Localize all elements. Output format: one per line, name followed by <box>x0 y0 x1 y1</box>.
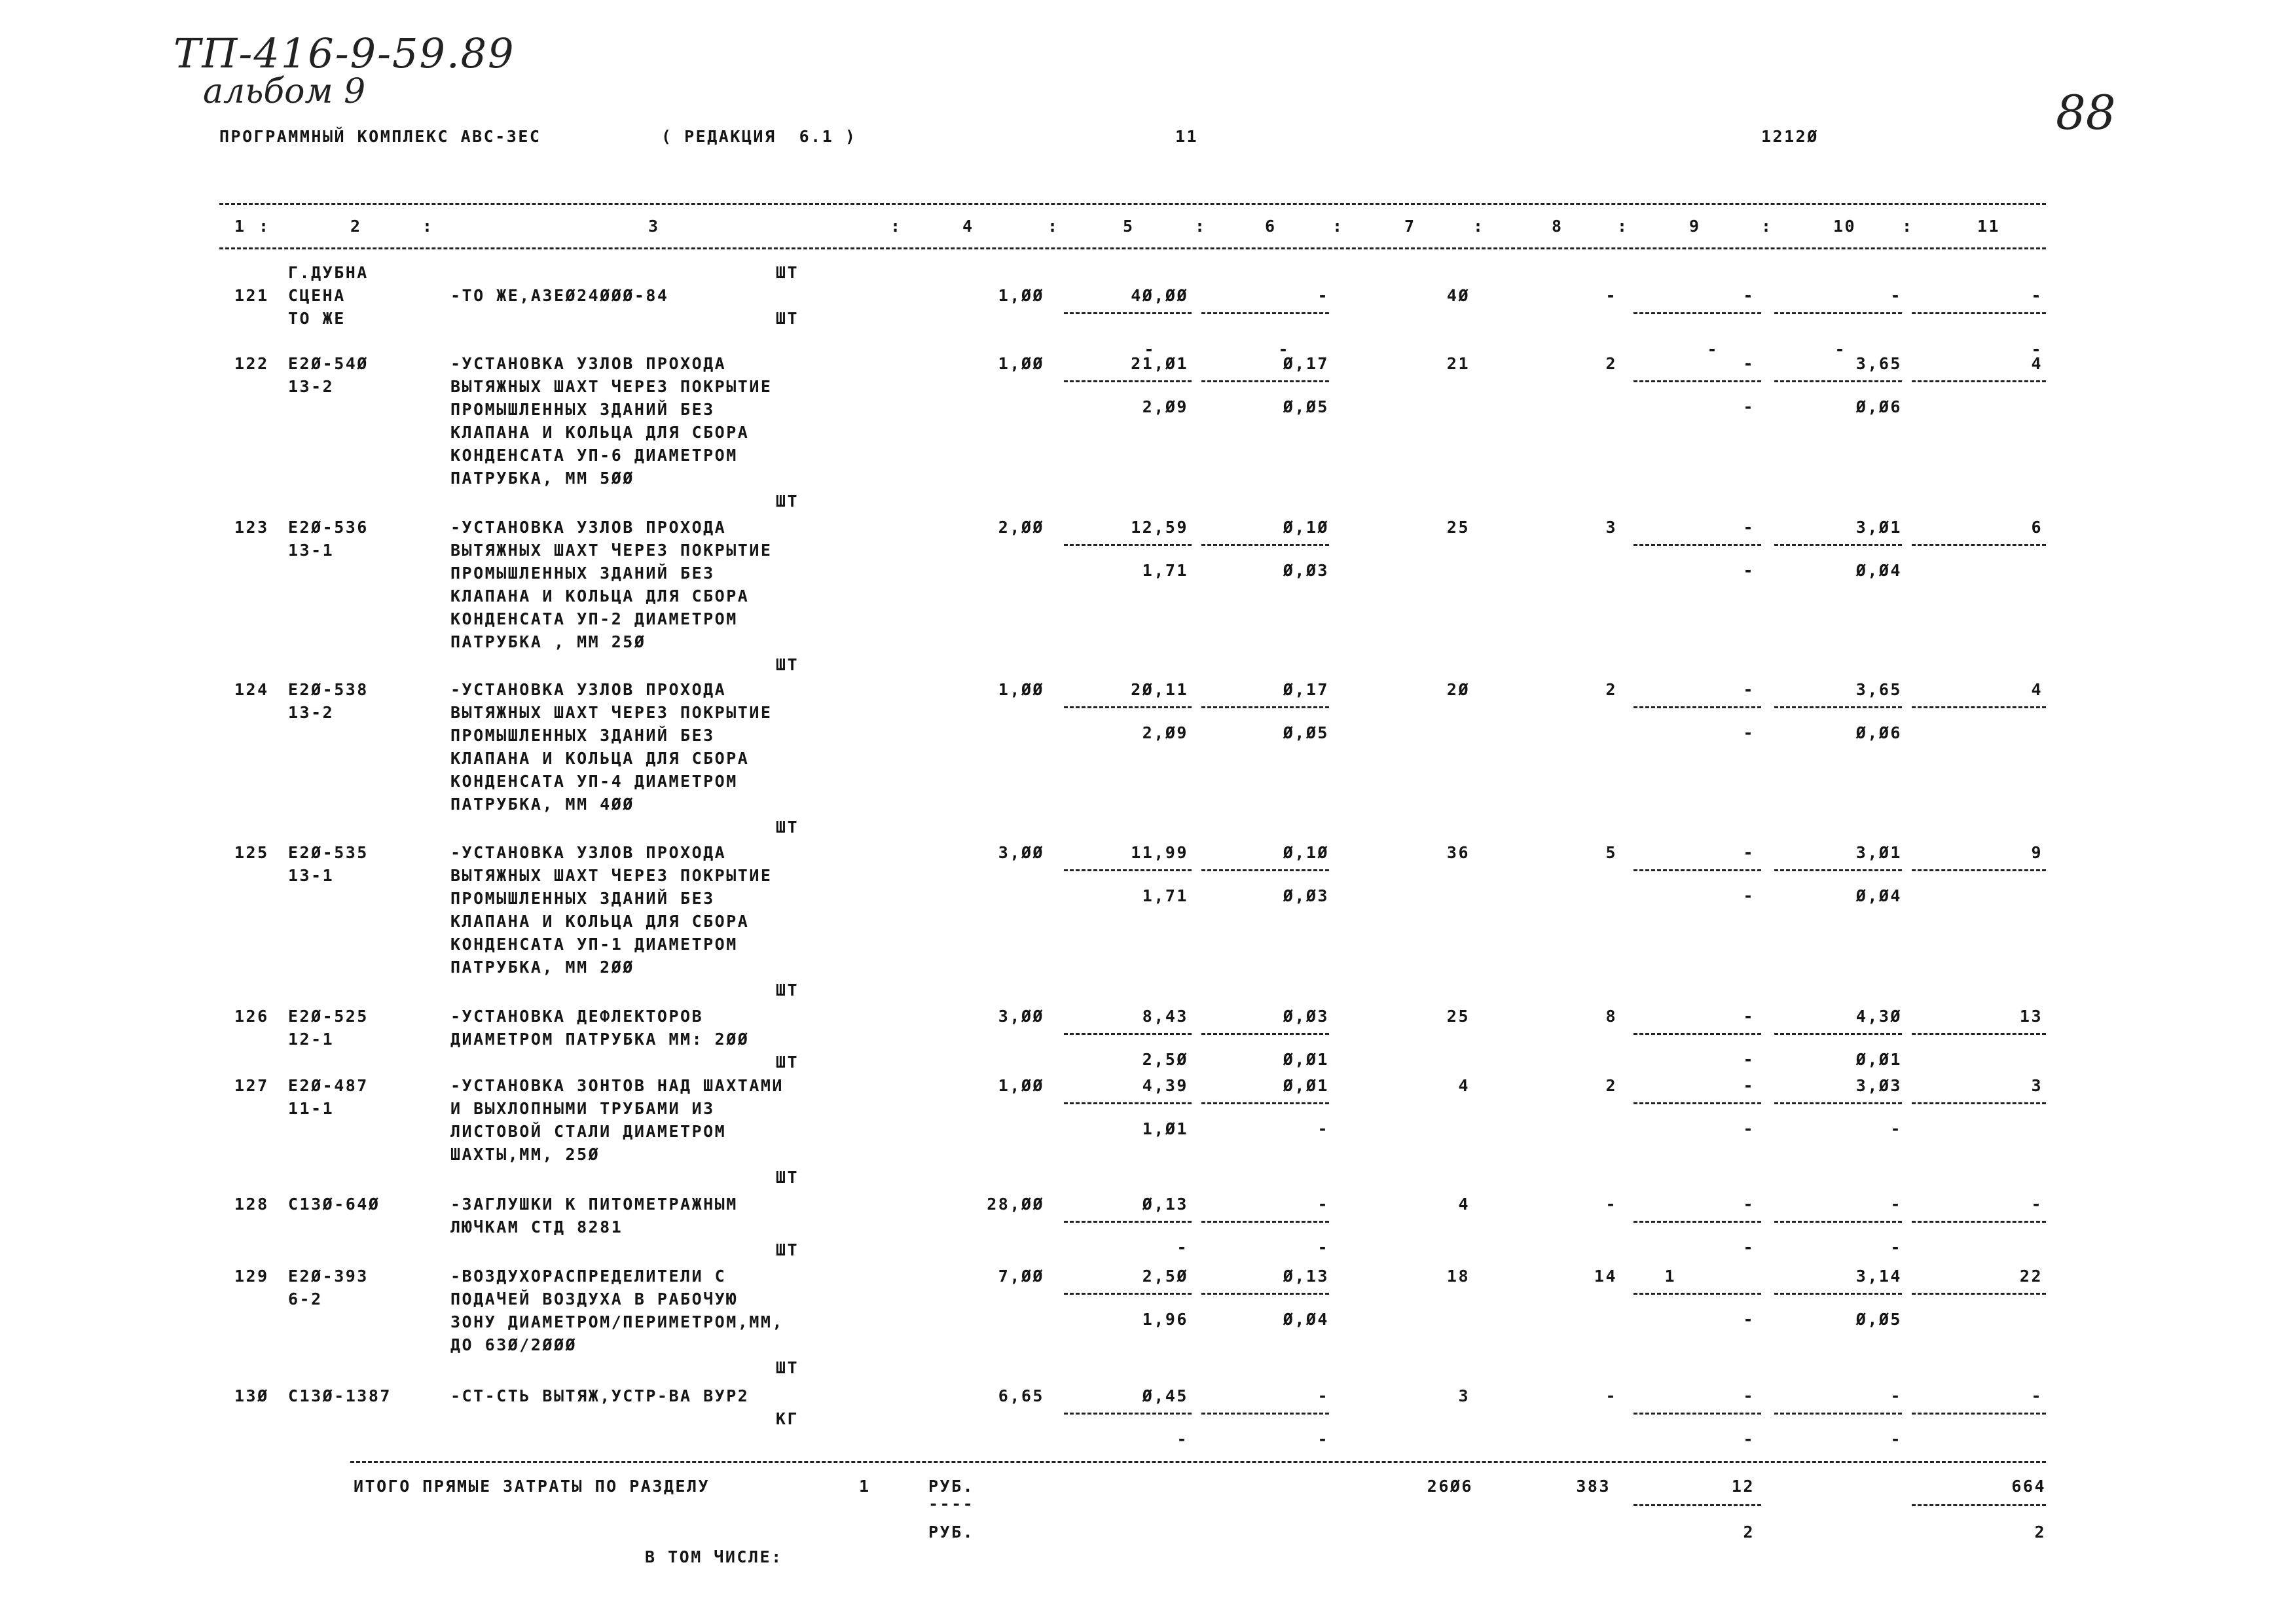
row-col9-b: - <box>1743 1430 1755 1449</box>
row-rule <box>1633 1221 1761 1223</box>
row-rule <box>1633 1413 1761 1415</box>
row-description: И ВЫХЛОПНЫМИ ТРУБАМИ ИЗ <box>450 1099 715 1118</box>
row-col10-a: - <box>1890 1195 1902 1214</box>
row-rule <box>1633 544 1761 546</box>
row-number: 128 <box>234 1195 269 1214</box>
row-col10-b: Ø,Ø4 <box>1855 561 1902 580</box>
row-col8: 2 <box>1605 1076 1617 1095</box>
row-col9-a: - <box>1743 1386 1755 1405</box>
row-rule <box>1633 1102 1761 1104</box>
row-col5-a: 21,Ø1 <box>1131 354 1188 373</box>
row-rule <box>1912 380 2046 382</box>
row-description: ЗОНУ ДИАМЕТРОМ/ПЕРИМЕТРОМ,ММ, <box>450 1312 784 1331</box>
row-rule <box>1912 1221 2046 1223</box>
row-quantity: 3,ØØ <box>998 843 1044 862</box>
row-col5-b: 1,71 <box>1142 561 1188 580</box>
row-unit: ШТ <box>775 1168 799 1187</box>
row-col10-a: 3,Ø1 <box>1855 518 1902 537</box>
row-code: 12-1 <box>288 1030 335 1049</box>
row-unit: ШТ <box>775 655 799 674</box>
column-separator: : <box>1902 217 1914 236</box>
row-quantity: 3,ØØ <box>998 1007 1044 1026</box>
row-extra-dash: - <box>1144 340 1156 359</box>
row-col5-a: 2,5Ø <box>1142 1267 1188 1286</box>
row-col5-a: Ø,13 <box>1142 1195 1188 1214</box>
row-unit: ШТ <box>775 981 799 1000</box>
row-col5-b: 1,Ø1 <box>1142 1119 1188 1138</box>
column-header-10: 10 <box>1833 217 1857 236</box>
row-rule <box>1774 706 1902 708</box>
row-col6-a: - <box>1317 286 1329 305</box>
row-col5-a: Ø,45 <box>1142 1386 1188 1405</box>
row-col9-a: - <box>1743 843 1755 862</box>
row-description: ПАТРУБКА, ММ 4ØØ <box>450 795 634 814</box>
row-rule <box>1201 1102 1329 1104</box>
row-description: ЛЮЧКАМ СТД 8281 <box>450 1218 623 1236</box>
row-col10-a: - <box>1890 286 1902 305</box>
row-unit: ШТ <box>775 263 799 282</box>
row-description: КЛАПАНА И КОЛЬЦА ДЛЯ СБОРА <box>450 912 750 931</box>
column-header-4: 4 <box>962 217 974 236</box>
row-col10-b: Ø,Ø5 <box>1855 1310 1902 1329</box>
row-rule <box>1064 380 1192 382</box>
row-rule <box>1633 869 1761 871</box>
row-rule <box>1774 869 1902 871</box>
row-col9-b: - <box>1743 1238 1755 1257</box>
row-rule <box>1201 1033 1329 1035</box>
row-rule <box>1064 544 1192 546</box>
totals-col9-a: 12 <box>1731 1477 1755 1496</box>
row-col6-b: Ø,Ø4 <box>1283 1310 1329 1329</box>
header-code: 11 <box>1175 127 1199 146</box>
row-col6-a: Ø,Ø1 <box>1283 1076 1329 1095</box>
row-col6-b: - <box>1317 1238 1329 1257</box>
row-description: ПРОМЫШЛЕННЫХ ЗДАНИЙ БЕЗ <box>450 889 715 908</box>
row-code: С13Ø-64Ø <box>288 1195 380 1214</box>
header-rule-top <box>219 203 2046 205</box>
row-col10-b: - <box>1890 1430 1902 1449</box>
row-quantity: 1,ØØ <box>998 680 1044 699</box>
row-quantity: 7,ØØ <box>998 1267 1044 1286</box>
row-rule <box>1774 1413 1902 1415</box>
row-col9-b: - <box>1743 886 1755 905</box>
column-header-9: 9 <box>1689 217 1701 236</box>
column-header-5: 5 <box>1123 217 1135 236</box>
row-col7: 25 <box>1446 1007 1470 1026</box>
row-code: 6-2 <box>288 1290 323 1308</box>
column-header-3: 3 <box>648 217 660 236</box>
row-code: Е2Ø-393 <box>288 1267 369 1286</box>
row-col9-a: - <box>1743 1007 1755 1026</box>
column-header-7: 7 <box>1404 217 1416 236</box>
row-col7: 2Ø <box>1446 680 1470 699</box>
row-col9-b: - <box>1743 397 1755 416</box>
row-rule <box>1633 1293 1761 1295</box>
row-code: СЦЕНА <box>288 286 346 305</box>
totals-col7: 26Ø6 <box>1427 1477 1473 1496</box>
row-rule <box>1201 1293 1329 1295</box>
row-rule <box>1201 1221 1329 1223</box>
row-col10-a: 3,14 <box>1855 1267 1902 1286</box>
totals-currency-1: РУБ. <box>928 1477 975 1496</box>
row-description: -УСТАНОВКА ЗОНТОВ НАД ШАХТАМИ <box>450 1076 784 1095</box>
row-number: 123 <box>234 518 269 537</box>
row-rule <box>1064 1221 1192 1223</box>
row-col9-a: - <box>1743 1076 1755 1095</box>
row-col6-a: Ø,Ø3 <box>1283 1007 1329 1026</box>
row-col5-a: 4Ø,ØØ <box>1131 286 1188 305</box>
row-code: 13-1 <box>288 541 335 560</box>
row-description: КОНДЕНСАТА УП-1 ДИАМЕТРОМ <box>450 935 738 954</box>
totals-col9-b: 2 <box>1743 1523 1755 1542</box>
row-col5-b: 2,Ø9 <box>1142 397 1188 416</box>
row-extra-dash: - <box>1707 340 1719 359</box>
row-code: ТО ЖЕ <box>288 309 346 328</box>
row-col6-b: - <box>1317 1430 1329 1449</box>
row-number: 127 <box>234 1076 269 1095</box>
row-quantity: 6,65 <box>998 1386 1044 1405</box>
row-col8: 2 <box>1605 680 1617 699</box>
totals-label: ИТОГО ПРЯМЫЕ ЗАТРАТЫ ПО РАЗДЕЛУ <box>354 1477 710 1496</box>
row-rule <box>1201 869 1329 871</box>
column-header-1: 1 <box>234 217 246 236</box>
row-number: 122 <box>234 354 269 373</box>
row-col10-b: Ø,Ø4 <box>1855 886 1902 905</box>
row-rule <box>1912 869 2046 871</box>
row-code: 13-2 <box>288 377 335 396</box>
row-col5-a: 8,43 <box>1142 1007 1188 1026</box>
row-rule <box>1912 1293 2046 1295</box>
row-description: КЛАПАНА И КОЛЬЦА ДЛЯ СБОРА <box>450 423 750 442</box>
row-rule <box>1064 1293 1192 1295</box>
row-col11: - <box>2031 286 2043 305</box>
row-col8: 8 <box>1605 1007 1617 1026</box>
totals-col11-rule <box>1912 1504 2046 1506</box>
row-col9-a: - <box>1743 1195 1755 1214</box>
row-description: ДО 63Ø/2ØØØ <box>450 1335 577 1354</box>
row-col8: 3 <box>1605 518 1617 537</box>
row-col11: 13 <box>2019 1007 2043 1026</box>
row-description: ДИАМЕТРОМ ПАТРУБКА ММ: 2ØØ <box>450 1030 750 1049</box>
row-col10-b: Ø,Ø6 <box>1855 723 1902 742</box>
row-rule <box>1201 380 1329 382</box>
row-rule <box>1633 706 1761 708</box>
row-rule <box>1912 706 2046 708</box>
row-number: 129 <box>234 1267 269 1286</box>
row-col6-b: Ø,Ø5 <box>1283 397 1329 416</box>
totals-footer: В ТОМ ЧИСЛЕ: <box>645 1547 783 1566</box>
row-quantity: 2,ØØ <box>998 518 1044 537</box>
row-rule <box>1064 706 1192 708</box>
row-col8: 2 <box>1605 354 1617 373</box>
row-col7: 4Ø <box>1446 286 1470 305</box>
row-rule <box>1633 1033 1761 1035</box>
row-col10-b: - <box>1890 1238 1902 1257</box>
row-rule <box>1774 312 1902 314</box>
row-col9-a: - <box>1743 286 1755 305</box>
row-rule <box>1064 1102 1192 1104</box>
row-rule <box>1064 869 1192 871</box>
row-extra-dash: - <box>1834 340 1846 359</box>
row-col11: 22 <box>2019 1267 2043 1286</box>
row-col6-a: - <box>1317 1386 1329 1405</box>
row-rule <box>1774 1033 1902 1035</box>
row-number: 124 <box>234 680 269 699</box>
row-extra-dash: - <box>1278 340 1290 359</box>
row-col5-a: 2Ø,11 <box>1131 680 1188 699</box>
column-separator: : <box>1761 217 1773 236</box>
row-description: ПРОМЫШЛЕННЫХ ЗДАНИЙ БЕЗ <box>450 400 715 419</box>
row-col5-a: 11,99 <box>1131 843 1188 862</box>
column-header-2: 2 <box>350 217 362 236</box>
row-unit: ШТ <box>775 818 799 837</box>
totals-col9-rule <box>1633 1504 1761 1506</box>
row-col11: 3 <box>2031 1076 2043 1095</box>
row-col5-b: - <box>1177 1238 1188 1257</box>
row-col7: 18 <box>1446 1267 1470 1286</box>
row-col10-a: - <box>1890 1386 1902 1405</box>
row-description: КЛАПАНА И КОЛЬЦА ДЛЯ СБОРА <box>450 749 750 768</box>
row-description: -УСТАНОВКА УЗЛОВ ПРОХОДА <box>450 354 727 373</box>
row-code: Е2Ø-535 <box>288 843 369 862</box>
row-col7: 4 <box>1458 1195 1470 1214</box>
row-col10-b: Ø,Ø1 <box>1855 1050 1902 1069</box>
row-number: 125 <box>234 843 269 862</box>
row-col9-a: - <box>1743 680 1755 699</box>
row-col7: 21 <box>1446 354 1470 373</box>
row-code: 13-1 <box>288 866 335 885</box>
row-unit: ШТ <box>775 309 799 328</box>
row-code: 13-2 <box>288 703 335 722</box>
column-header-6: 6 <box>1265 217 1277 236</box>
row-description: ПОДАЧЕЙ ВОЗДУХА В РАБОЧУЮ <box>450 1290 738 1308</box>
row-col11: 9 <box>2031 843 2043 862</box>
row-description: КОНДЕНСАТА УП-4 ДИАМЕТРОМ <box>450 772 738 791</box>
row-rule <box>1633 312 1761 314</box>
totals-currency-2: РУБ. <box>928 1523 975 1542</box>
row-rule <box>1774 1221 1902 1223</box>
column-separator: : <box>1332 217 1344 236</box>
row-col9-a: - <box>1743 354 1755 373</box>
row-col9-b: - <box>1743 1310 1755 1329</box>
row-rule <box>1912 544 2046 546</box>
row-description: КОНДЕНСАТА УП-6 ДИАМЕТРОМ <box>450 446 738 465</box>
row-col5-b: 1,96 <box>1142 1310 1188 1329</box>
row-col8: - <box>1605 1386 1617 1405</box>
row-col11: 6 <box>2031 518 2043 537</box>
row-unit: ШТ <box>775 1053 799 1072</box>
row-col5-b: - <box>1177 1430 1188 1449</box>
row-rule <box>1912 1413 2046 1415</box>
row-description: КЛАПАНА И КОЛЬЦА ДЛЯ СБОРА <box>450 586 750 605</box>
row-rule <box>1064 1413 1192 1415</box>
row-col7: 36 <box>1446 843 1470 862</box>
row-col6-b: Ø,Ø5 <box>1283 723 1329 742</box>
row-col6-b: Ø,Ø3 <box>1283 561 1329 580</box>
row-col11: 4 <box>2031 680 2043 699</box>
row-code: С13Ø-1387 <box>288 1386 392 1405</box>
row-rule <box>1201 544 1329 546</box>
column-separator: : <box>259 217 270 236</box>
row-col6-a: Ø,1Ø <box>1283 843 1329 862</box>
row-col5-b: 1,71 <box>1142 886 1188 905</box>
row-rule <box>1774 1293 1902 1295</box>
row-description: -ВОЗДУХОРАСПРЕДЕЛИТЕЛИ С <box>450 1267 727 1286</box>
column-header-11: 11 <box>1977 217 2001 236</box>
row-description: ПРОМЫШЛЕННЫХ ЗДАНИЙ БЕЗ <box>450 564 715 583</box>
column-separator: : <box>1195 217 1207 236</box>
row-description: ВЫТЯЖНЫХ ШАХТ ЧЕРЕЗ ПОКРЫТИЕ <box>450 703 773 722</box>
column-separator: : <box>890 217 902 236</box>
row-code: Е2Ø-536 <box>288 518 369 537</box>
row-description: ЛИСТОВОЙ СТАЛИ ДИАМЕТРОМ <box>450 1122 727 1141</box>
row-rule <box>1912 312 2046 314</box>
row-col11: 4 <box>2031 354 2043 373</box>
row-description: -УСТАНОВКА УЗЛОВ ПРОХОДА <box>450 518 727 537</box>
column-header-8: 8 <box>1552 217 1563 236</box>
row-code: Е2Ø-525 <box>288 1007 369 1026</box>
row-col6-a: Ø,17 <box>1283 354 1329 373</box>
totals-col8: 383 <box>1576 1477 1611 1496</box>
row-col10-a: 4,3Ø <box>1855 1007 1902 1026</box>
totals-currency-sep: ---- <box>928 1494 975 1513</box>
row-description: -СТ-СТЬ ВЫТЯЖ,УСТР-ВА ВУР2 <box>450 1386 750 1405</box>
row-quantity: 1,ØØ <box>998 1076 1044 1095</box>
row-col10-a: 3,Ø1 <box>1855 843 1902 862</box>
row-rule <box>1912 1102 2046 1104</box>
row-col11: - <box>2031 1195 2043 1214</box>
row-description: КОНДЕНСАТА УП-2 ДИАМЕТРОМ <box>450 609 738 628</box>
row-description: -ТО ЖЕ,АЗЕØ24ØØØ-84 <box>450 286 669 305</box>
row-rule <box>1633 380 1761 382</box>
row-col5-b: 2,Ø9 <box>1142 723 1188 742</box>
document-number: 1212Ø <box>1761 127 1819 146</box>
row-col10-b: - <box>1890 1119 1902 1138</box>
header-rule-bottom <box>219 247 2046 249</box>
row-number: 121 <box>234 286 269 305</box>
row-col10-a: 3,65 <box>1855 354 1902 373</box>
row-code: Е2Ø-487 <box>288 1076 369 1095</box>
totals-rule <box>350 1461 2046 1463</box>
row-rule <box>1774 544 1902 546</box>
edition-label: ( РЕДАКЦИЯ 6.1 ) <box>661 127 857 146</box>
row-unit: КГ <box>775 1409 799 1428</box>
row-description: ПАТРУБКА, ММ 5ØØ <box>450 469 634 488</box>
column-separator: : <box>1617 217 1629 236</box>
row-quantity: 28,ØØ <box>987 1195 1044 1214</box>
row-col7: 4 <box>1458 1076 1470 1095</box>
row-code: Е2Ø-54Ø <box>288 354 369 373</box>
row-rule <box>1064 312 1192 314</box>
column-separator: : <box>1048 217 1059 236</box>
column-separator: : <box>422 217 434 236</box>
row-quantity: 1,ØØ <box>998 354 1044 373</box>
row-col5-b: 2,5Ø <box>1142 1050 1188 1069</box>
row-quantity: 1,ØØ <box>998 286 1044 305</box>
row-code: Г.ДУБНА <box>288 263 369 282</box>
row-unit: ШТ <box>775 492 799 511</box>
row-rule <box>1201 312 1329 314</box>
row-description: ПАТРУБКА , ММ 25Ø <box>450 632 646 651</box>
row-col9-b: - <box>1743 723 1755 742</box>
row-col9-b: - <box>1743 1119 1755 1138</box>
row-unit: ШТ <box>775 1358 799 1377</box>
row-code: Е2Ø-538 <box>288 680 369 699</box>
row-col10-b: Ø,Ø6 <box>1855 397 1902 416</box>
row-col11: - <box>2031 1386 2043 1405</box>
album-label-handwritten: альбом 9 <box>203 72 366 111</box>
row-col8: 5 <box>1605 843 1617 862</box>
row-rule <box>1774 380 1902 382</box>
row-description: ВЫТЯЖНЫХ ШАХТ ЧЕРЕЗ ПОКРЫТИЕ <box>450 541 773 560</box>
row-col10-a: 3,65 <box>1855 680 1902 699</box>
row-col8: 14 <box>1594 1267 1617 1286</box>
row-rule <box>1064 1033 1192 1035</box>
row-description: ВЫТЯЖНЫХ ШАХТ ЧЕРЕЗ ПОКРЫТИЕ <box>450 377 773 396</box>
row-number: 126 <box>234 1007 269 1026</box>
row-extra-dash: - <box>2031 340 2043 359</box>
row-col10-a: 3,Ø3 <box>1855 1076 1902 1095</box>
row-col8-b: 1 <box>1664 1267 1676 1286</box>
row-rule <box>1774 1102 1902 1104</box>
row-description: -УСТАНОВКА ДЕФЛЕКТОРОВ <box>450 1007 704 1026</box>
row-description: -ЗАГЛУШКИ К ПИТОМЕТРАЖНЫМ <box>450 1195 738 1214</box>
row-col5-a: 12,59 <box>1131 518 1188 537</box>
row-col7: 3 <box>1458 1386 1470 1405</box>
row-col9-b: - <box>1743 1050 1755 1069</box>
row-description: ВЫТЯЖНЫХ ШАХТ ЧЕРЕЗ ПОКРЫТИЕ <box>450 866 773 885</box>
row-col7: 25 <box>1446 518 1470 537</box>
row-col5-a: 4,39 <box>1142 1076 1188 1095</box>
row-description: -УСТАНОВКА УЗЛОВ ПРОХОДА <box>450 680 727 699</box>
row-col6-b: - <box>1317 1119 1329 1138</box>
row-rule <box>1201 1413 1329 1415</box>
row-col9-a: - <box>1743 518 1755 537</box>
row-description: -УСТАНОВКА УЗЛОВ ПРОХОДА <box>450 843 727 862</box>
document-code-handwritten: ТП-416-9-59.89 <box>173 29 515 77</box>
row-col8: - <box>1605 286 1617 305</box>
row-col6-b: Ø,Ø3 <box>1283 886 1329 905</box>
row-description: ШАХТЫ,ММ, 25Ø <box>450 1145 600 1164</box>
row-col6-a: Ø,1Ø <box>1283 518 1329 537</box>
row-unit: ШТ <box>775 1240 799 1259</box>
row-description: ПАТРУБКА, ММ 2ØØ <box>450 958 634 977</box>
page-number-handwritten: 88 <box>2056 85 2116 140</box>
row-col9-b: - <box>1743 561 1755 580</box>
column-separator: : <box>1473 217 1485 236</box>
row-number: 13Ø <box>234 1386 269 1405</box>
row-col6-a: Ø,17 <box>1283 680 1329 699</box>
row-rule <box>1912 1033 2046 1035</box>
row-col6-a: Ø,13 <box>1283 1267 1329 1286</box>
row-code: 11-1 <box>288 1099 335 1118</box>
totals-col11-b: 2 <box>2034 1523 2046 1542</box>
row-col6-a: - <box>1317 1195 1329 1214</box>
program-title: ПРОГРАММНЫЙ КОМПЛЕКС АВС-3ЕС <box>219 127 541 146</box>
totals-section: 1 <box>859 1477 871 1496</box>
totals-col11-a: 664 <box>2011 1477 2046 1496</box>
row-rule <box>1201 706 1329 708</box>
row-col6-b: Ø,Ø1 <box>1283 1050 1329 1069</box>
row-col8: - <box>1605 1195 1617 1214</box>
row-description: ПРОМЫШЛЕННЫХ ЗДАНИЙ БЕЗ <box>450 726 715 745</box>
